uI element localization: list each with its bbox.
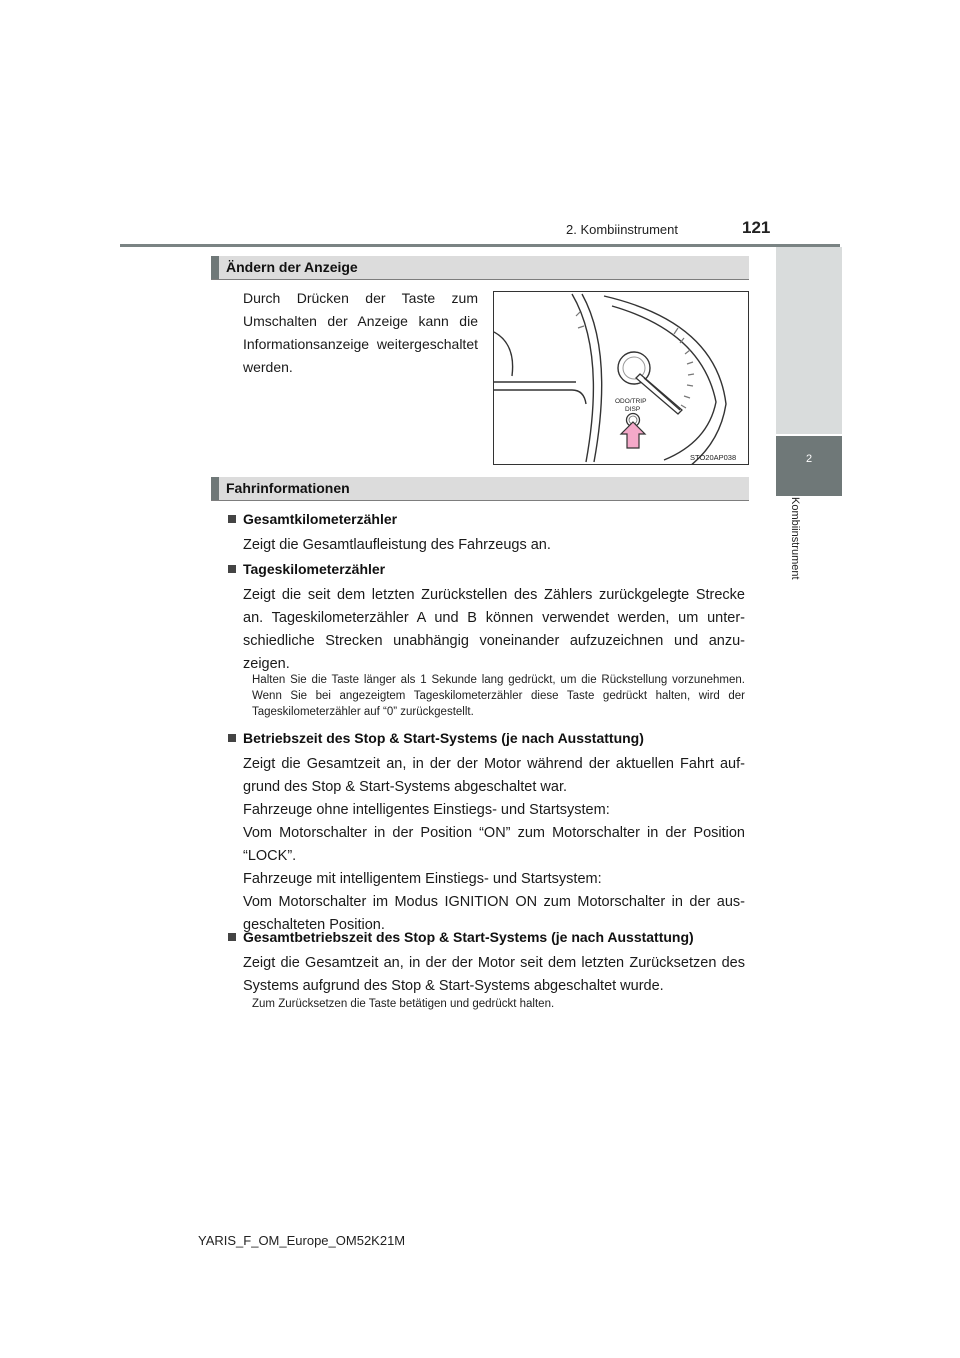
item-note: Zum Zurücksetzen die Taste betätigen und gedrückt halten. [252,998,555,1010]
item-text: Zeigt die Gesamtlaufleistung des Fahrzeugs an. [243,537,551,553]
figure-code: STO20AP038 [690,453,737,462]
item-heading-gesamtbetriebszeit: Gesamtbetriebszeit des Stop & Start-Systems (je nach Ausstattung) [228,929,694,945]
side-tab-strip [776,247,842,434]
square-bullet-icon [228,515,236,523]
square-bullet-icon [228,933,236,941]
header-rule [120,244,840,247]
square-bullet-icon [228,734,236,742]
item-heading-gesamtkilometer: Gesamtkilometerzähler [228,511,397,527]
item-heading-tageskilometer: Tageskilometerzähler [228,561,385,577]
arrow-up-icon [621,422,645,448]
side-tab-label: Kombiinstrument [789,497,801,580]
section-title: Fahrinformationen [226,480,350,496]
section-title: Ändern der Anzeige [226,259,358,275]
item-note: Halten Sie die Taste länger als 1 Sekunde lang gedrückt, um die Rückstellung vorzunehmen. Wenn Sie bei angezeigtem Tageskilometerzähler diese Taste gedrückt halten, wird der Tageskilometerzähler auf “0” zurückgestellt. [252,674,745,718]
chapter-title: 2. Kombiinstrument [566,222,678,237]
item-heading-betriebszeit: Betriebszeit des Stop & Start-Systems (je nach Ausstattung) [228,730,644,746]
section-heading-fahrinfo [211,477,749,501]
page-number: 121 [742,218,771,237]
intro-text: Durch Drücken der Taste zum Umschalten der Anzeige kann die Informationsanzeige weitergeschaltet werden. [243,290,478,375]
cluster-drawing [494,292,749,465]
item-text: Zeigt die Gesamtzeit an, in der der Motor während der aktuellen Fahrt aufgrund des Stop & Start-Systems abgeschaltet war. Fahrzeuge ohne intelligentes Einstiegs- und Startsystem: Vom Motorschalter in der Position “ON” zum Motorschalter in der Position “LOCK”. Fahrzeuge mit intelligentem Einstiegs- und Startsystem: Vom Motorschalter im Modus IGNITION ON zum Motorschalter in der ausgeschalteten Position. [243,756,745,933]
square-bullet-icon [228,565,236,573]
button-label-odo: ODO/TRIP [615,398,647,405]
instrument-illustration [493,291,749,465]
item-text: Zeigt die Gesamtzeit an, in der der Motor seit dem letzten Zurücksetzen des Systems aufgrund des Stop & Start-Systems abgeschaltet wurde. [243,955,745,994]
document-code: YARIS_F_OM_Europe_OM52K21M [198,1233,406,1248]
item-text: Zeigt die seit dem letzten Zurückstellen des Zählers zurückgelegte Strecke an. Tageskilometerzähler A und B können verwendet werden, um unterschiedliche Strecken unabhängig voneinander aufzuzeichnen und anzuzeigen. [243,587,745,672]
section-heading-anzeige [211,256,749,280]
button-label-disp: DISP [625,406,641,413]
side-tab-number: 2 [776,436,842,496]
